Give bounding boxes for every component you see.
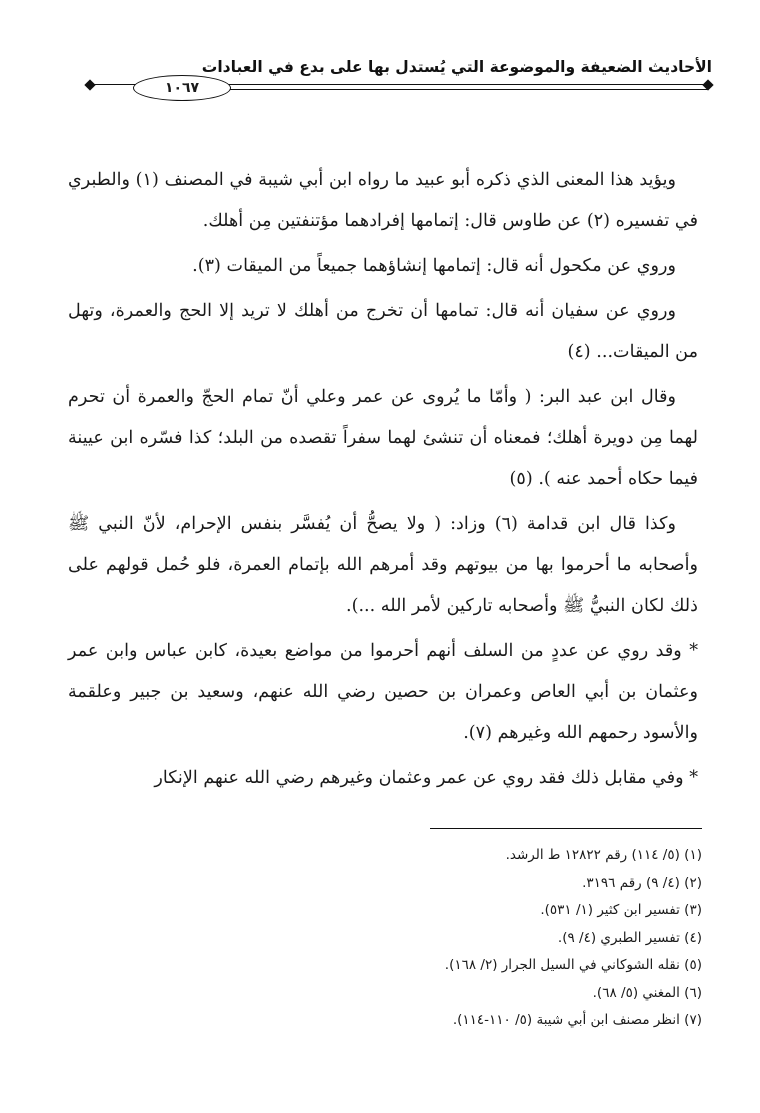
footnote-item: (٦) المغني (٥/ ٦٨). (592, 984, 702, 1001)
footnote-item: (٤) تفسير الطبري (٤/ ٩). (557, 929, 702, 946)
diamond-ornament-left-icon (84, 79, 95, 90)
paragraph: وروي عن سفيان أنه قال: تمامها أن تخرج من أهلك لا تريد إلا الحج والعمرة، وتهل من الميقات... (٤) (68, 301, 698, 362)
header-rule-thin (230, 89, 708, 90)
paragraph: * وقد روي عن عددٍ من السلف أنهم أحرموا من مواضع بعيدة، كابن عباس وابن عمر وعثمان بن أبي العاص وعمران بن حصين رضي الله عنهم، وسعيد بن جبير وعلقمة والأسود رحمهم الله وغيرهم (٧). (68, 641, 698, 743)
paragraph: وكذا قال ابن قدامة (٦) وزاد: ( ولا يصحُّ أن يُفسَّر بنفس الإحرام، لأنّ النبي ﷺ وأصحابه ما أحرموا بها من بيوتهم وقد أمرهم الله بإتمام العمرة، فلو حُمل قولهم على ذلك لكان النبيُّ ﷺ وأصحابه تاركين لأمر الله ...). (68, 514, 698, 616)
paragraph: * وفي مقابل ذلك فقد روي عن عمر وعثمان وغيرهم رضي الله عنهم الإنكار (154, 768, 698, 788)
footnote-item: (٣) تفسير ابن كثير (١/ ٥٣١). (540, 902, 702, 918)
page-number: ١٠٦٧ (133, 75, 231, 101)
footnotes (60, 842, 702, 1035)
footnote-separator (430, 828, 702, 829)
running-header-title: الأحاديث الضعيفة والموضوعة التي يُستدل بها على بدع في العبادات (201, 58, 712, 76)
main-text (68, 160, 698, 803)
footnote-item: (٥) نقله الشوكاني في السيل الجرار (٢/ ١٦٨). (444, 957, 702, 973)
paragraph: وقال ابن عبد البر: ( وأمّا ما يُروى عن عمر وعلي أنّ تمام الحجّ والعمرة أن تحرم لهما مِن دويرة أهلك؛ فمعناه أن تنشئ لهما سفراً تقصده من البلد؛ كذا فسّره ابن عيينة فيما حكاه أحمد عنه ). (٥) (68, 387, 698, 489)
footnote-item: (١) (٥/ ١١٤) رقم ١٢٨٢٢ ط الرشد. (505, 847, 702, 863)
footnote-item: (٢) (٤/ ٩) رقم ٣١٩٦. (582, 874, 702, 891)
paragraph: ويؤيد هذا المعنى الذي ذكره أبو عبيد ما رواه ابن أبي شيبة في المصنف (١) والطبري في تفسيره (٢) عن طاوس قال: إتمامها إفرادهما مؤتنفتين مِن أهلك. (68, 170, 698, 231)
paragraph: وروي عن مكحول أنه قال: إتمامها إنشاؤهما جميعاً من الميقات (٣). (192, 256, 676, 276)
footnote-item: (٧) انظر مصنف ابن أبي شيبة (٥/ ١١٠-١١٤). (452, 1012, 702, 1028)
